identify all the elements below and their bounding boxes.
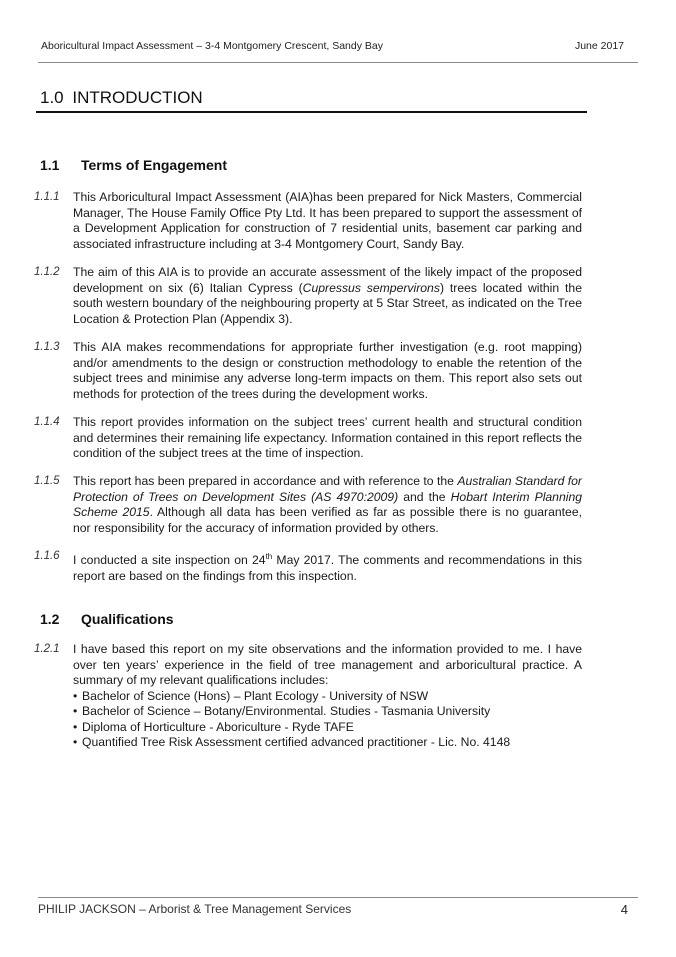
paragraph-number: 1.1.1: [34, 191, 60, 203]
text-run: I conducted a site inspection on 24: [73, 553, 266, 568]
paragraph-number: 1.1.4: [34, 416, 60, 428]
standard-reference: Australian Standard for Protection of Trees on Development Sites (AS 4970:2009): [73, 474, 582, 504]
paragraph-1-1-1: [34, 190, 582, 252]
section-heading-underline: [36, 111, 587, 113]
text-run: May 2017. The comments and recommendations in this report are based on the findings from this inspection.: [73, 553, 582, 583]
paragraph-number: 1.1.5: [34, 475, 60, 487]
paragraph-text: This Arboricultural Impact Assessment (AIA)has been prepared for Nick Masters, Commercial Manager, The House Family Office Pty Ltd. It has been prepared to support the assessment of a Development Application for construction of 7 residential units, basement car parking and associated infrastructure including at 3-4 Montgomery Court, Sandy Bay.: [73, 190, 582, 251]
paragraph-number: 1.1.2: [34, 266, 60, 278]
qualifications-list: [73, 689, 582, 751]
paragraph-text: [73, 549, 582, 584]
header-divider: [38, 62, 638, 63]
paragraph-1-1-6: [34, 549, 582, 584]
paragraph-1-1-3: [34, 340, 582, 402]
subsection-number: 1.2: [40, 611, 60, 627]
paragraph-number: 1.1.6: [34, 550, 60, 562]
footer-divider: [38, 897, 638, 898]
running-header-title: Aboricultural Impact Assessment – 3-4 Montgomery Crescent, Sandy Bay: [41, 40, 383, 52]
section-title: INTRODUCTION: [72, 88, 203, 107]
text-run: This report has been prepared in accordance and with reference to the: [73, 474, 458, 488]
text-run: . Although all data has been verified as far as possible there is no guarantee, nor responsibility for the accuracy of information provided by others.: [73, 505, 582, 535]
subsection-number: 1.1: [40, 157, 60, 173]
text-run: The aim of this AIA is to provide an accurate assessment of the likely impact of the proposed development on six (6) Italian Cypress (: [73, 265, 582, 295]
paragraph-text: [73, 474, 582, 536]
paragraph-text: [73, 265, 582, 327]
paragraph-text: This report provides information on the subject trees’ current health and structural condition and determines their remaining life expectancy. Information contained in this report reflects the condition of the subject trees at the time of inspection.: [73, 415, 582, 460]
planning-scheme-reference: Hobart Interim Planning Scheme 2015: [73, 489, 583, 519]
paragraph-1-1-2: [34, 265, 582, 327]
list-item: • Diploma of Horticulture - Aboriculture - Ryde TAFE: [73, 720, 582, 736]
paragraph-1-1-5: [34, 474, 582, 536]
subsection-heading-terms: [40, 157, 227, 173]
running-header-date: June 2017: [574, 40, 624, 52]
list-item: • Bachelor of Science – Botany/Environmental. Studies - Tasmania University: [73, 704, 582, 720]
paragraph-number: 1.2.1: [34, 643, 60, 655]
text-run: and the: [398, 489, 451, 504]
paragraph-1-2-1: [34, 642, 582, 751]
subsection-title: Qualifications: [81, 611, 174, 627]
ordinal-suffix: th: [265, 552, 273, 561]
paragraph-text: This AIA makes recommendations for appropriate further investigation (e.g. root mapping) and/or amendments to the design or construction methodology to enable the retention of the subject trees and minimise any adverse long-term impacts on them. This report also sets out methods for protection of the trees during the development works.: [73, 340, 582, 401]
page-number: 4: [620, 902, 628, 917]
footer-author: PHILIP JACKSON – Arborist & Tree Management Services: [38, 902, 352, 916]
section-heading: [40, 88, 203, 108]
paragraph-number: 1.1.3: [34, 341, 60, 353]
text-run: ) trees located within the south western boundary of the neighbouring property at 5 Star Street, as indicated on the Tree Location & Protection Plan (Appendix 3).: [73, 280, 582, 326]
paragraph-text: I have based this report on my site observations and the information provided to me. I have over ten years’ experience in the field of tree management and arboricultural practice. A summary of my relevant qualifications includes:: [73, 642, 582, 687]
list-item: • Bachelor of Science (Hons) – Plant Ecology - University of NSW: [73, 689, 582, 705]
section-number: 1.0: [40, 88, 64, 107]
list-item: • Quantified Tree Risk Assessment certified advanced practitioner - Lic. No. 4148: [73, 735, 582, 751]
species-name: Cupressus sempervirons: [302, 280, 440, 295]
subsection-heading-qualifications: [40, 611, 174, 627]
paragraph-1-1-4: [34, 415, 582, 462]
subsection-title: Terms of Engagement: [81, 157, 227, 173]
